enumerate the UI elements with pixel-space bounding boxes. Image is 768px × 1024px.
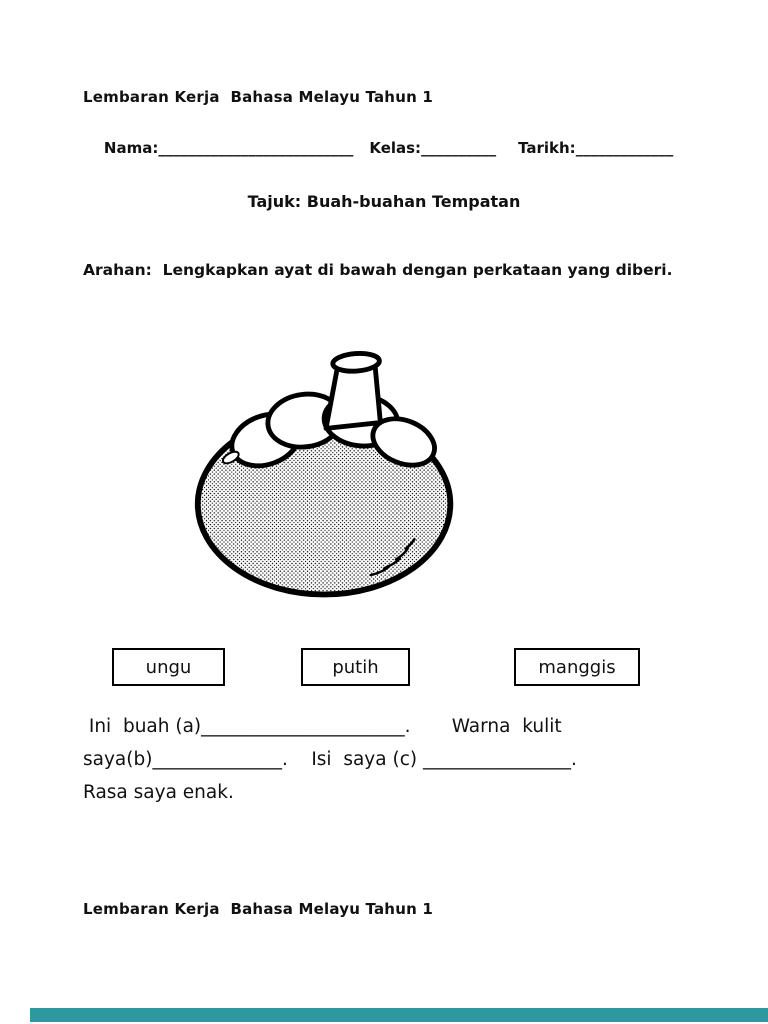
footer-accent-bar bbox=[30, 1008, 768, 1022]
mangosteen-illustration bbox=[190, 348, 462, 602]
tarikh-label: Tarikh: bbox=[518, 139, 576, 157]
word-label: putih bbox=[332, 656, 379, 678]
footer-title: Lembaran Kerja Bahasa Melayu Tahun 1 bbox=[83, 900, 434, 918]
word-card-manggis bbox=[514, 648, 640, 686]
sentence-line-3: Rasa saya enak. bbox=[83, 782, 234, 803]
kelas-blank: __________ bbox=[421, 139, 497, 157]
name-label: Nama: bbox=[103, 139, 159, 157]
instructions-text: Arahan: Lengkapkan ayat di bawah dengan perkataan yang diberi. bbox=[83, 261, 673, 279]
word-label: ungu bbox=[145, 656, 192, 678]
word-card-putih bbox=[301, 648, 410, 686]
name-date-line bbox=[83, 121, 673, 175]
sentence-line-2: saya(b)______________. Isi saya (c) ________________. bbox=[83, 749, 577, 770]
name-blank: __________________________ bbox=[158, 139, 354, 157]
word-label: manggis bbox=[538, 656, 616, 678]
sentence-line-1: Ini buah (a)______________________. Warna kulit bbox=[83, 716, 562, 737]
mangosteen-drawing bbox=[190, 348, 462, 602]
kelas-label: Kelas: bbox=[369, 139, 422, 157]
word-card-ungu bbox=[112, 648, 225, 686]
tarikh-blank: _____________ bbox=[575, 139, 674, 157]
topic-title: Tajuk: Buah-buahan Tempatan bbox=[247, 192, 521, 211]
header-title: Lembaran Kerja Bahasa Melayu Tahun 1 bbox=[83, 88, 434, 106]
